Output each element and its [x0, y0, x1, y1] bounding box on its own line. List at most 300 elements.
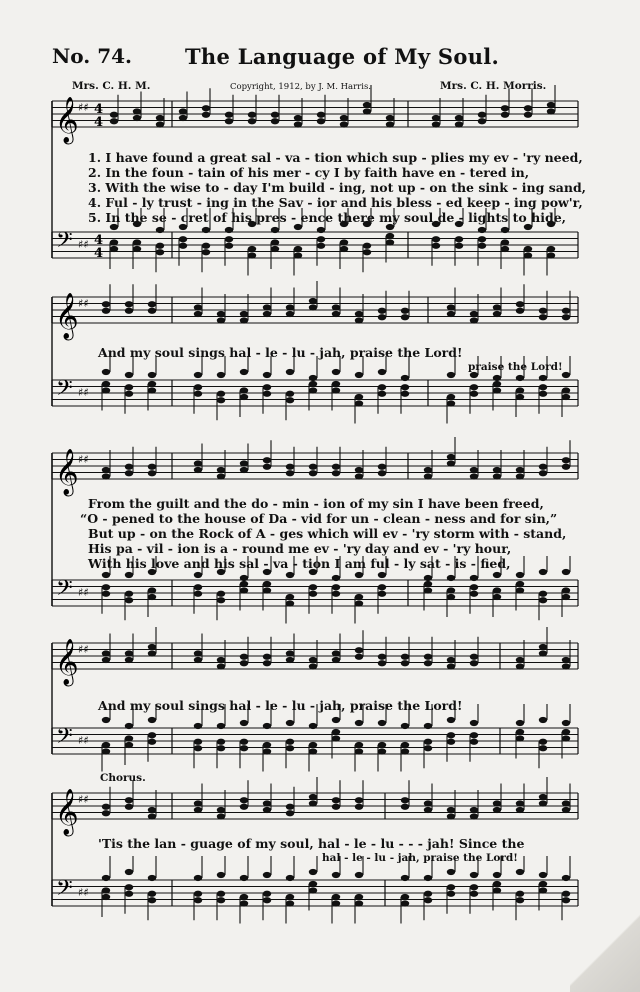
note-head: [493, 594, 501, 600]
note-head: [539, 872, 547, 878]
note-head: [217, 807, 225, 813]
note-head: [355, 894, 363, 900]
note-head: [539, 464, 547, 470]
note-head: [562, 657, 570, 663]
sharp-icon: ♯♯: [78, 238, 89, 251]
note-head: [263, 660, 271, 666]
note-head: [432, 236, 440, 242]
note-head: [194, 745, 202, 751]
note-head: [447, 594, 455, 600]
note-head: [156, 227, 164, 233]
note-head: [332, 717, 340, 723]
note-head: [386, 115, 394, 121]
note-head: [217, 657, 225, 663]
note-head: [240, 745, 248, 751]
note-head: [148, 739, 156, 745]
music-credit: Mrs. C. H. Morris.: [440, 80, 547, 92]
note-head: [148, 897, 156, 903]
note-head: [478, 236, 486, 242]
note-head: [263, 891, 271, 897]
note-head: [102, 742, 110, 748]
note-head: [493, 473, 501, 479]
note-head: [309, 723, 317, 729]
note-head: [455, 121, 463, 127]
note-head: [286, 311, 294, 317]
note-head: [516, 394, 524, 400]
note-head: [493, 381, 501, 387]
note-head: [217, 739, 225, 745]
note-head: [493, 881, 501, 887]
note-head: [240, 581, 248, 587]
note-head: [401, 804, 409, 810]
note-head: [355, 572, 363, 578]
note-head: [562, 587, 570, 593]
note-head: [501, 112, 509, 118]
note-head: [225, 112, 233, 118]
note-head: [562, 720, 570, 726]
note-head: [493, 311, 501, 317]
refrain-line-2: And my soul sings hal - le - lu - jah, praise the Lord!: [98, 698, 463, 713]
note-head: [317, 243, 325, 249]
note-head: [378, 470, 386, 476]
note-head: [501, 227, 509, 233]
note-head: [194, 657, 202, 663]
note-head: [378, 391, 386, 397]
sharp-icon: ♯♯: [78, 386, 89, 399]
note-head: [240, 797, 248, 803]
note-head: [317, 236, 325, 242]
note-head: [332, 575, 340, 581]
note-head: [470, 732, 478, 738]
note-head: [148, 717, 156, 723]
note-head: [516, 387, 524, 393]
note-head: [125, 391, 133, 397]
note-head: [332, 729, 340, 735]
note-head: [294, 246, 302, 252]
note-head: [286, 894, 294, 900]
note-head: [309, 663, 317, 669]
note-head: [424, 723, 432, 729]
note-head: [102, 584, 110, 590]
note-head: [332, 657, 340, 663]
note-head: [102, 301, 110, 307]
note-head: [271, 227, 279, 233]
note-head: [332, 735, 340, 741]
note-head: [516, 301, 524, 307]
time-signature: 4: [94, 233, 104, 248]
note-head: [194, 650, 202, 656]
note-head: [447, 400, 455, 406]
note-head: [516, 800, 524, 806]
note-head: [470, 739, 478, 745]
note-head: [401, 742, 409, 748]
note-head: [194, 591, 202, 597]
note-head: [156, 115, 164, 121]
note-head: [102, 387, 110, 393]
note-head: [179, 236, 187, 242]
note-head: [102, 650, 110, 656]
note-head: [447, 884, 455, 890]
note-head: [470, 467, 478, 473]
note-head: [309, 800, 317, 806]
note-head: [355, 394, 363, 400]
bass-clef-icon: 𝄢: [56, 724, 73, 754]
note-head: [524, 246, 532, 252]
treble-clef-icon: 𝄞: [55, 639, 79, 685]
note-head: [562, 875, 570, 881]
note-head: [424, 467, 432, 473]
note-head: [263, 897, 271, 903]
note-head: [125, 869, 133, 875]
note-head: [562, 800, 570, 806]
note-head: [493, 872, 501, 878]
note-head: [309, 381, 317, 387]
note-head: [539, 308, 547, 314]
note-head: [378, 308, 386, 314]
note-head: [156, 249, 164, 255]
note-head: [355, 872, 363, 878]
note-head: [516, 807, 524, 813]
note-head: [125, 742, 133, 748]
note-head: [547, 252, 555, 258]
note-head: [424, 587, 432, 593]
note-head: [470, 807, 478, 813]
bass-clef-icon: 𝄢: [56, 228, 73, 258]
note-head: [194, 807, 202, 813]
note-head: [148, 587, 156, 593]
note-head: [286, 875, 294, 881]
note-head: [562, 464, 570, 470]
note-head: [516, 581, 524, 587]
note-head: [493, 304, 501, 310]
note-head: [294, 252, 302, 258]
note-head: [102, 894, 110, 900]
verse-2-part-2: “O - pened to the house of Da - vid for un - clean - ness and for sin,”: [80, 511, 558, 526]
chorus-line: 'Tis the lan - guage of my soul, hal - le - lu - - - jah! Since the: [98, 836, 525, 851]
note-head: [286, 720, 294, 726]
note-head: [539, 569, 547, 575]
note-head: [263, 800, 271, 806]
page-corner-fold: [570, 912, 640, 992]
hymn-title: The Language of My Soul.: [185, 44, 500, 69]
note-head: [470, 591, 478, 597]
note-head: [516, 572, 524, 578]
note-head: [217, 591, 225, 597]
note-head: [432, 243, 440, 249]
note-head: [516, 587, 524, 593]
note-head: [240, 369, 248, 375]
note-head: [470, 473, 478, 479]
note-head: [355, 594, 363, 600]
note-head: [148, 381, 156, 387]
note-head: [263, 581, 271, 587]
note-head: [317, 227, 325, 233]
note-head: [125, 657, 133, 663]
note-head: [401, 384, 409, 390]
note-head: [217, 467, 225, 473]
note-head: [401, 875, 409, 881]
note-head: [516, 891, 524, 897]
note-head: [447, 304, 455, 310]
note-head: [309, 464, 317, 470]
note-head: [539, 745, 547, 751]
note-head: [110, 118, 118, 124]
note-head: [378, 654, 386, 660]
note-head: [493, 887, 501, 893]
note-head: [217, 473, 225, 479]
note-head: [148, 650, 156, 656]
note-head: [202, 105, 210, 111]
note-head: [317, 112, 325, 118]
note-head: [378, 720, 386, 726]
note-head: [378, 314, 386, 320]
note-head: [355, 900, 363, 906]
note-head: [194, 304, 202, 310]
note-head: [194, 391, 202, 397]
note-head: [386, 239, 394, 245]
note-head: [148, 387, 156, 393]
note-head: [547, 108, 555, 114]
note-head: [148, 464, 156, 470]
note-head: [240, 900, 248, 906]
note-head: [539, 375, 547, 381]
note-head: [102, 572, 110, 578]
note-head: [110, 112, 118, 118]
note-head: [424, 745, 432, 751]
note-head: [286, 464, 294, 470]
note-head: [378, 384, 386, 390]
note-head: [263, 311, 271, 317]
note-head: [539, 470, 547, 476]
note-head: [125, 372, 133, 378]
note-head: [386, 233, 394, 239]
note-head: [562, 457, 570, 463]
note-head: [148, 470, 156, 476]
note-head: [148, 891, 156, 897]
verse-5-part-1: 5. In the se - cret of his pres - ence there my soul de - lights to hide,: [88, 210, 566, 225]
note-head: [240, 311, 248, 317]
note-head: [355, 317, 363, 323]
sharp-icon: ♯♯: [78, 643, 89, 656]
note-head: [470, 720, 478, 726]
note-head: [286, 600, 294, 606]
note-head: [240, 739, 248, 745]
note-head: [217, 597, 225, 603]
note-head: [539, 644, 547, 650]
note-head: [194, 891, 202, 897]
note-head: [309, 591, 317, 597]
note-head: [179, 115, 187, 121]
time-signature: 4: [94, 246, 104, 261]
note-head: [102, 804, 110, 810]
note-head: [516, 663, 524, 669]
bass-clef-icon: 𝄢: [56, 376, 73, 406]
note-head: [194, 739, 202, 745]
note-head: [447, 394, 455, 400]
note-head: [378, 584, 386, 590]
verse-4-part-2: His pa - vil - ion is a - round me ev - 'ry day and ev - 'ry hour,: [88, 541, 512, 556]
note-head: [125, 735, 133, 741]
note-head: [102, 748, 110, 754]
note-head: [355, 400, 363, 406]
note-head: [194, 875, 202, 881]
note-head: [332, 470, 340, 476]
note-head: [332, 584, 340, 590]
note-head: [516, 720, 524, 726]
note-head: [332, 304, 340, 310]
note-head: [263, 742, 271, 748]
note-head: [286, 594, 294, 600]
note-head: [378, 748, 386, 754]
note-head: [309, 584, 317, 590]
copyright-notice: Copyright, 1912, by J. M. Harris.: [230, 82, 372, 92]
note-head: [263, 807, 271, 813]
note-head: [516, 729, 524, 735]
note-head: [478, 227, 486, 233]
note-head: [148, 813, 156, 819]
note-head: [424, 473, 432, 479]
note-head: [240, 720, 248, 726]
note-head: [562, 394, 570, 400]
note-head: [217, 391, 225, 397]
note-head: [194, 311, 202, 317]
note-head: [148, 308, 156, 314]
note-head: [248, 246, 256, 252]
note-head: [202, 227, 210, 233]
note-head: [355, 647, 363, 653]
note-head: [539, 391, 547, 397]
note-head: [202, 249, 210, 255]
note-head: [125, 891, 133, 897]
note-head: [240, 387, 248, 393]
note-head: [125, 804, 133, 810]
note-head: [148, 301, 156, 307]
note-head: [340, 239, 348, 245]
note-head: [240, 587, 248, 593]
refrain-line-1: And my soul sings hal - le - lu - jah, praise the Lord!: [98, 345, 463, 360]
note-head: [271, 239, 279, 245]
note-head: [294, 121, 302, 127]
note-head: [309, 887, 317, 893]
note-head: [539, 384, 547, 390]
note-head: [524, 105, 532, 111]
note-head: [240, 894, 248, 900]
note-head: [110, 239, 118, 245]
note-head: [401, 308, 409, 314]
note-head: [194, 372, 202, 378]
note-head: [102, 591, 110, 597]
note-head: [470, 891, 478, 897]
note-head: [378, 369, 386, 375]
note-head: [401, 748, 409, 754]
note-head: [478, 243, 486, 249]
words-credit: Mrs. C. H. M.: [72, 80, 151, 92]
note-head: [493, 375, 501, 381]
note-head: [194, 384, 202, 390]
note-head: [148, 594, 156, 600]
note-head: [562, 729, 570, 735]
note-head: [516, 735, 524, 741]
note-head: [340, 115, 348, 121]
note-head: [424, 581, 432, 587]
note-head: [516, 657, 524, 663]
note-head: [470, 391, 478, 397]
note-head: [340, 246, 348, 252]
note-head: [286, 369, 294, 375]
note-head: [539, 597, 547, 603]
note-head: [309, 869, 317, 875]
note-head: [263, 587, 271, 593]
note-head: [424, 807, 432, 813]
note-head: [332, 804, 340, 810]
note-head: [148, 732, 156, 738]
note-head: [309, 470, 317, 476]
note-head: [102, 467, 110, 473]
note-head: [248, 112, 256, 118]
verse-3-part-2: But up - on the Rock of A - ges which will ev - 'ry storm with - stand,: [88, 526, 567, 541]
note-head: [332, 464, 340, 470]
note-head: [424, 891, 432, 897]
note-head: [133, 108, 141, 114]
note-head: [470, 384, 478, 390]
note-head: [225, 236, 233, 242]
note-head: [217, 311, 225, 317]
note-head: [355, 372, 363, 378]
note-head: [263, 872, 271, 878]
note-head: [447, 717, 455, 723]
treble-clef-icon: 𝄞: [55, 97, 79, 143]
note-head: [102, 810, 110, 816]
note-head: [271, 112, 279, 118]
note-head: [562, 308, 570, 314]
note-head: [562, 387, 570, 393]
note-head: [516, 869, 524, 875]
note-head: [148, 807, 156, 813]
note-head: [240, 394, 248, 400]
note-head: [271, 246, 279, 252]
note-head: [240, 654, 248, 660]
note-head: [516, 467, 524, 473]
time-signature: 4: [94, 115, 104, 130]
note-head: [447, 460, 455, 466]
note-head: [286, 804, 294, 810]
note-head: [194, 897, 202, 903]
treble-clef-icon: 𝄞: [55, 449, 79, 495]
note-head: [286, 745, 294, 751]
time-signature: 4: [94, 102, 104, 117]
note-head: [493, 572, 501, 578]
note-head: [470, 311, 478, 317]
note-head: [102, 875, 110, 881]
note-head: [401, 723, 409, 729]
note-head: [424, 660, 432, 666]
note-head: [424, 654, 432, 660]
note-head: [562, 663, 570, 669]
note-head: [263, 723, 271, 729]
note-head: [424, 875, 432, 881]
note-head: [386, 121, 394, 127]
note-head: [125, 464, 133, 470]
note-head: [470, 654, 478, 660]
note-head: [148, 644, 156, 650]
note-head: [217, 897, 225, 903]
note-head: [217, 397, 225, 403]
note-head: [125, 597, 133, 603]
note-head: [125, 650, 133, 656]
note-head: [125, 884, 133, 890]
note-head: [102, 308, 110, 314]
note-head: [202, 112, 210, 118]
